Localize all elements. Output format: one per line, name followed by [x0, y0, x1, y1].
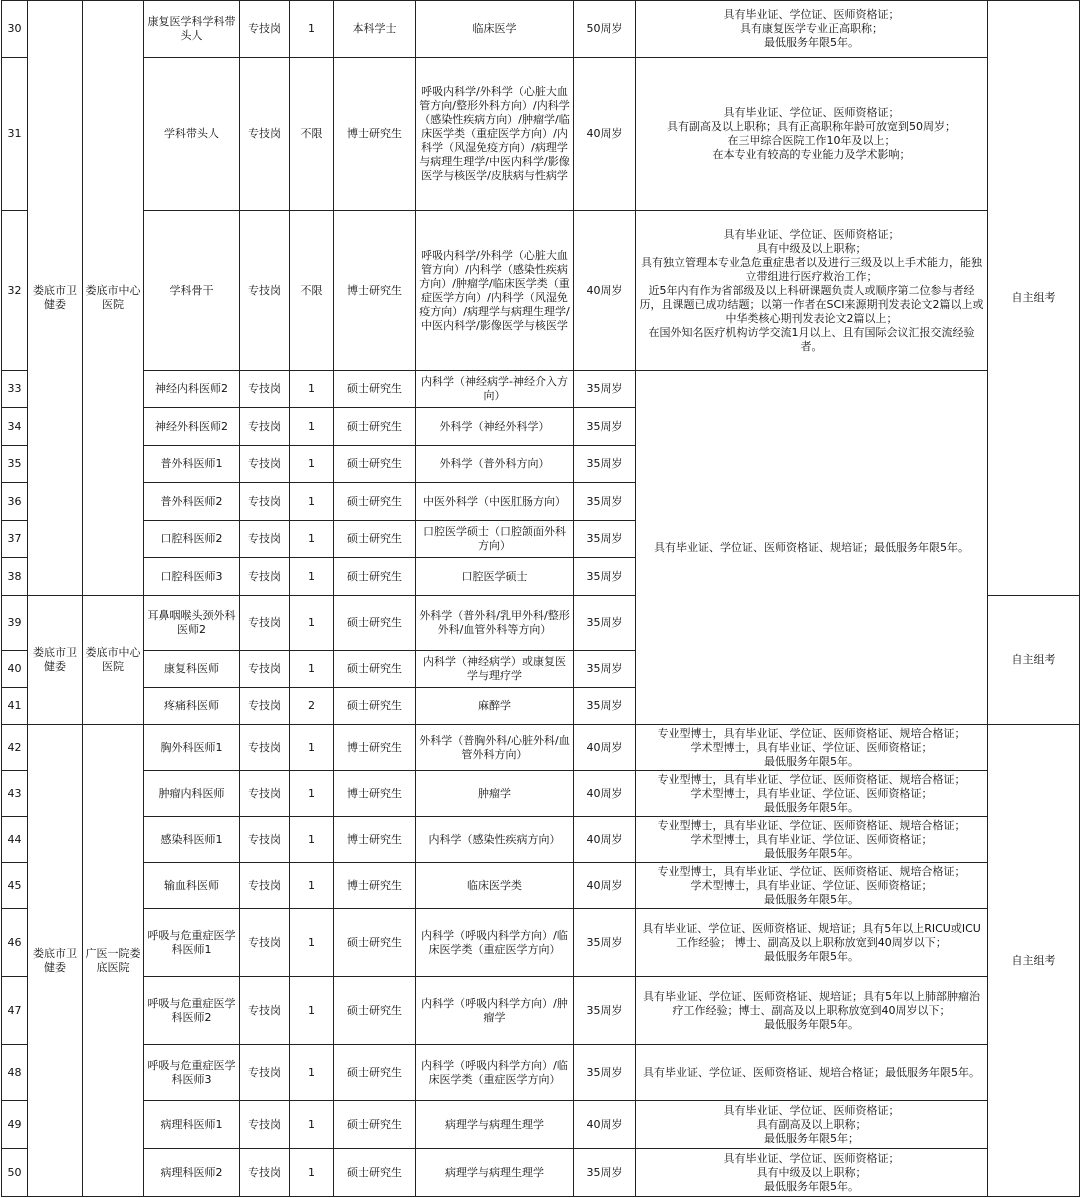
age-limit-cell: 40周岁	[574, 58, 636, 211]
major-cell: 内科学（感染性疾病方向）	[416, 817, 574, 863]
table-row	[2, 977, 1080, 1045]
education-cell: 本科学士	[334, 1, 416, 58]
table-row	[2, 1149, 1080, 1197]
post-type-cell: 专技岗	[240, 651, 290, 688]
education-cell: 硕士研究生	[334, 688, 416, 725]
major-cell: 麻醉学	[416, 688, 574, 725]
education-cell: 硕士研究生	[334, 521, 416, 558]
requirement-cell: 专业型博士，具有毕业证、学位证、医师资格证、规培合格证； 学术型博士，具有毕业证、学位证、医师资格证； 最低服务年限5年。	[636, 863, 988, 909]
education-cell: 硕士研究生	[334, 1101, 416, 1149]
position-cell: 口腔科医师3	[144, 558, 240, 596]
position-cell: 学科骨干	[144, 211, 240, 371]
row-number: 44	[2, 817, 28, 863]
age-limit-cell: 50周岁	[574, 1, 636, 58]
post-type-cell: 专技岗	[240, 58, 290, 211]
row-number: 30	[2, 1, 28, 58]
position-cell: 学科带头人	[144, 58, 240, 211]
post-type-cell: 专技岗	[240, 1149, 290, 1197]
requirement-cell: 具有毕业证、学位证、医师资格证； 具有副高及以上职称； 最低服务年限5年；	[636, 1101, 988, 1149]
major-cell: 口腔医学硕士（口腔颌面外科方向）	[416, 521, 574, 558]
row-number: 33	[2, 371, 28, 408]
position-cell: 疼痛科医师	[144, 688, 240, 725]
requirement-cell: 具有毕业证、学位证、医师资格证、规培证；具有5年以上肺部肿瘤治疗工作经验；博士、副高及以上职称放宽到40周岁以下； 最低服务年限5年。	[636, 977, 988, 1045]
row-number: 37	[2, 521, 28, 558]
major-cell: 病理学与病理生理学	[416, 1101, 574, 1149]
education-cell: 硕士研究生	[334, 909, 416, 977]
hospital-cell: 娄底市中心医院	[83, 1, 144, 596]
age-limit-cell: 35周岁	[574, 521, 636, 558]
position-cell: 感染科医师1	[144, 817, 240, 863]
headcount-cell: 1	[290, 1045, 334, 1101]
age-limit-cell: 40周岁	[574, 817, 636, 863]
education-cell: 博士研究生	[334, 211, 416, 371]
position-cell: 呼吸与危重症医学科医师2	[144, 977, 240, 1045]
post-type-cell: 专技岗	[240, 371, 290, 408]
major-cell: 内科学（神经病学-神经介入方向）	[416, 371, 574, 408]
position-cell: 康复医学科学科带头人	[144, 1, 240, 58]
age-limit-cell: 35周岁	[574, 446, 636, 483]
row-number: 43	[2, 771, 28, 817]
row-number: 40	[2, 651, 28, 688]
authority-cell: 娄底市卫健委	[28, 725, 83, 1197]
major-cell: 外科学（普外科/乳甲外科/整形外科/血管外科等方向）	[416, 596, 574, 651]
table-row	[2, 58, 1080, 211]
age-limit-cell: 35周岁	[574, 909, 636, 977]
exam-method-cell: 自主组考	[988, 596, 1080, 725]
major-cell: 外科学（普胸外科/心脏外科/血管外科方向）	[416, 725, 574, 771]
row-number: 50	[2, 1149, 28, 1197]
age-limit-cell: 40周岁	[574, 863, 636, 909]
row-number: 46	[2, 909, 28, 977]
education-cell: 博士研究生	[334, 863, 416, 909]
headcount-cell: 1	[290, 863, 334, 909]
headcount-cell: 1	[290, 483, 334, 521]
requirement-cell: 专业型博士，具有毕业证、学位证、医师资格证、规培合格证； 学术型博士，具有毕业证、学位证、医师资格证； 最低服务年限5年。	[636, 771, 988, 817]
age-limit-cell: 40周岁	[574, 211, 636, 371]
education-cell: 硕士研究生	[334, 446, 416, 483]
post-type-cell: 专技岗	[240, 408, 290, 446]
age-limit-cell: 35周岁	[574, 977, 636, 1045]
education-cell: 硕士研究生	[334, 596, 416, 651]
requirement-cell: 具有毕业证、学位证、医师资格证、规培证；最低服务年限5年。	[636, 371, 988, 725]
education-cell: 硕士研究生	[334, 408, 416, 446]
table-row	[2, 863, 1080, 909]
position-cell: 耳鼻咽喉头颈外科医师2	[144, 596, 240, 651]
table-row	[2, 1, 1080, 58]
major-cell: 内科学（呼吸内科学方向）/肿瘤学	[416, 977, 574, 1045]
major-cell: 外科学（神经外科学）	[416, 408, 574, 446]
education-cell: 硕士研究生	[334, 977, 416, 1045]
position-cell: 呼吸与危重症医学科医师3	[144, 1045, 240, 1101]
requirement-cell: 具有毕业证、学位证、医师资格证； 具有副高及以上职称；具有正高职称年龄可放宽到50周岁； 在三甲综合医院工作10年及以上； 在本专业有较高的专业能力及学术影响；	[636, 58, 988, 211]
position-cell: 呼吸与危重症医学科医师1	[144, 909, 240, 977]
table-row	[2, 211, 1080, 371]
authority-cell: 娄底市卫健委	[28, 596, 83, 725]
requirement-cell: 具有毕业证、学位证、医师资格证、规培证；具有5年以上RICU或ICU工作经验； 博士、副高及以上职称放宽到40周岁以下； 最低服务年限5年。	[636, 909, 988, 977]
post-type-cell: 专技岗	[240, 211, 290, 371]
age-limit-cell: 40周岁	[574, 771, 636, 817]
table-row	[2, 371, 1080, 408]
requirement-cell: 专业型博士，具有毕业证、学位证、医师资格证、规培合格证； 学术型博士，具有毕业证、学位证、医师资格证； 最低服务年限5年。	[636, 725, 988, 771]
education-cell: 博士研究生	[334, 725, 416, 771]
education-cell: 硕士研究生	[334, 1045, 416, 1101]
education-cell: 博士研究生	[334, 771, 416, 817]
position-cell: 胸外科医师1	[144, 725, 240, 771]
major-cell: 内科学（呼吸内科学方向）/临床医学类（重症医学方向）	[416, 909, 574, 977]
position-cell: 口腔科医师2	[144, 521, 240, 558]
education-cell: 硕士研究生	[334, 558, 416, 596]
age-limit-cell: 35周岁	[574, 558, 636, 596]
post-type-cell: 专技岗	[240, 483, 290, 521]
row-number: 36	[2, 483, 28, 521]
headcount-cell: 1	[290, 771, 334, 817]
headcount-cell: 1	[290, 408, 334, 446]
row-number: 32	[2, 211, 28, 371]
headcount-cell: 1	[290, 558, 334, 596]
headcount-cell: 1	[290, 651, 334, 688]
education-cell: 博士研究生	[334, 817, 416, 863]
row-number: 35	[2, 446, 28, 483]
post-type-cell: 专技岗	[240, 688, 290, 725]
post-type-cell: 专技岗	[240, 977, 290, 1045]
position-cell: 输血科医师	[144, 863, 240, 909]
recruitment-table	[1, 0, 1080, 1197]
position-cell: 病理科医师1	[144, 1101, 240, 1149]
hospital-cell: 娄底市中心医院	[83, 596, 144, 725]
post-type-cell: 专技岗	[240, 446, 290, 483]
age-limit-cell: 40周岁	[574, 725, 636, 771]
age-limit-cell: 35周岁	[574, 596, 636, 651]
requirement-cell: 具有毕业证、学位证、医师资格证、规培合格证；最低服务年限5年。	[636, 1045, 988, 1101]
post-type-cell: 专技岗	[240, 817, 290, 863]
age-limit-cell: 35周岁	[574, 371, 636, 408]
headcount-cell: 1	[290, 446, 334, 483]
post-type-cell: 专技岗	[240, 1, 290, 58]
headcount-cell: 1	[290, 371, 334, 408]
major-cell: 肿瘤学	[416, 771, 574, 817]
table-row	[2, 1045, 1080, 1101]
row-number: 34	[2, 408, 28, 446]
major-cell: 呼吸内科学/外科学（心脏大血管方向/整形外科方向）/内科学（感染性疾病方向）/肿瘤学/临床医学类（重症医学方向）/内科学（风湿免疫方向）/病理学与病理生理学/中医内科学/影像医学与核医学/皮肤病与性病学	[416, 58, 574, 211]
position-cell: 普外科医师1	[144, 446, 240, 483]
row-number: 42	[2, 725, 28, 771]
exam-method-cell: 自主组考	[988, 725, 1080, 1197]
education-cell: 硕士研究生	[334, 371, 416, 408]
row-number: 49	[2, 1101, 28, 1149]
headcount-cell: 1	[290, 1, 334, 58]
headcount-cell: 1	[290, 725, 334, 771]
requirement-cell: 具有毕业证、学位证、医师资格证； 具有中级及以上职称； 具有独立管理本专业急危重症患者以及进行三级及以上手术能力，能独立带组进行医疗救治工作； 近5年内有作为省部级及以上科研课题负责人或顺序第二位参与者经历，且课题已成功结题；以第一作者在SCI来源期刊发表论文2篇以上或中华类核心期刊发表论文2篇以上； 在国外知名医疗机构访学交流1月以上、且有国际会议汇报交流经验者。	[636, 211, 988, 371]
row-number: 31	[2, 58, 28, 211]
position-cell: 肿瘤内科医师	[144, 771, 240, 817]
post-type-cell: 专技岗	[240, 596, 290, 651]
major-cell: 病理学与病理生理学	[416, 1149, 574, 1197]
requirement-cell: 具有毕业证、学位证、医师资格证； 具有康复医学专业正高职称； 最低服务年限5年。	[636, 1, 988, 58]
age-limit-cell: 35周岁	[574, 688, 636, 725]
row-number: 45	[2, 863, 28, 909]
headcount-cell: 1	[290, 596, 334, 651]
major-cell: 外科学（普外科方向）	[416, 446, 574, 483]
major-cell: 内科学（神经病学）或康复医学与理疗学	[416, 651, 574, 688]
headcount-cell: 1	[290, 521, 334, 558]
education-cell: 博士研究生	[334, 58, 416, 211]
row-number: 38	[2, 558, 28, 596]
exam-method-cell: 自主组考	[988, 1, 1080, 596]
post-type-cell: 专技岗	[240, 771, 290, 817]
major-cell: 临床医学	[416, 1, 574, 58]
row-number: 39	[2, 596, 28, 651]
age-limit-cell: 35周岁	[574, 651, 636, 688]
table-row	[2, 909, 1080, 977]
position-cell: 普外科医师2	[144, 483, 240, 521]
post-type-cell: 专技岗	[240, 558, 290, 596]
position-cell: 康复科医师	[144, 651, 240, 688]
major-cell: 中医外科学（中医肛肠方向）	[416, 483, 574, 521]
position-cell: 神经外科医师2	[144, 408, 240, 446]
hospital-cell: 广医一院娄底医院	[83, 725, 144, 1197]
major-cell: 内科学（呼吸内科学方向）/临床医学类（重症医学方向）	[416, 1045, 574, 1101]
row-number: 47	[2, 977, 28, 1045]
requirement-cell: 专业型博士，具有毕业证、学位证、医师资格证、规培合格证； 学术型博士，具有毕业证、学位证、医师资格证； 最低服务年限5年。	[636, 817, 988, 863]
table-row	[2, 725, 1080, 771]
age-limit-cell: 35周岁	[574, 1149, 636, 1197]
headcount-cell: 2	[290, 688, 334, 725]
age-limit-cell: 35周岁	[574, 408, 636, 446]
position-cell: 病理科医师2	[144, 1149, 240, 1197]
headcount-cell: 1	[290, 977, 334, 1045]
post-type-cell: 专技岗	[240, 863, 290, 909]
education-cell: 硕士研究生	[334, 651, 416, 688]
table-row	[2, 771, 1080, 817]
position-cell: 神经内科医师2	[144, 371, 240, 408]
headcount-cell: 不限	[290, 211, 334, 371]
headcount-cell: 1	[290, 817, 334, 863]
age-limit-cell: 35周岁	[574, 483, 636, 521]
headcount-cell: 1	[290, 1101, 334, 1149]
major-cell: 临床医学类	[416, 863, 574, 909]
post-type-cell: 专技岗	[240, 909, 290, 977]
post-type-cell: 专技岗	[240, 725, 290, 771]
major-cell: 呼吸内科学/外科学（心脏大血管方向）/内科学（感染性疾病方向）/肿瘤学/临床医学类（重症医学方向）/内科学（风湿免疫方向）/病理学与病理生理学/中医内科学/影像医学与核医学	[416, 211, 574, 371]
education-cell: 硕士研究生	[334, 1149, 416, 1197]
headcount-cell: 1	[290, 909, 334, 977]
row-number: 41	[2, 688, 28, 725]
authority-cell: 娄底市卫健委	[28, 1, 83, 596]
table-row	[2, 817, 1080, 863]
post-type-cell: 专技岗	[240, 1101, 290, 1149]
age-limit-cell: 40周岁	[574, 1101, 636, 1149]
age-limit-cell: 35周岁	[574, 1045, 636, 1101]
headcount-cell: 不限	[290, 58, 334, 211]
post-type-cell: 专技岗	[240, 1045, 290, 1101]
row-number: 48	[2, 1045, 28, 1101]
post-type-cell: 专技岗	[240, 521, 290, 558]
requirement-cell: 具有毕业证、学位证、医师资格证； 具有中级及以上职称； 最低服务年限5年。	[636, 1149, 988, 1197]
headcount-cell: 1	[290, 1149, 334, 1197]
table-row	[2, 1101, 1080, 1149]
major-cell: 口腔医学硕士	[416, 558, 574, 596]
education-cell: 硕士研究生	[334, 483, 416, 521]
